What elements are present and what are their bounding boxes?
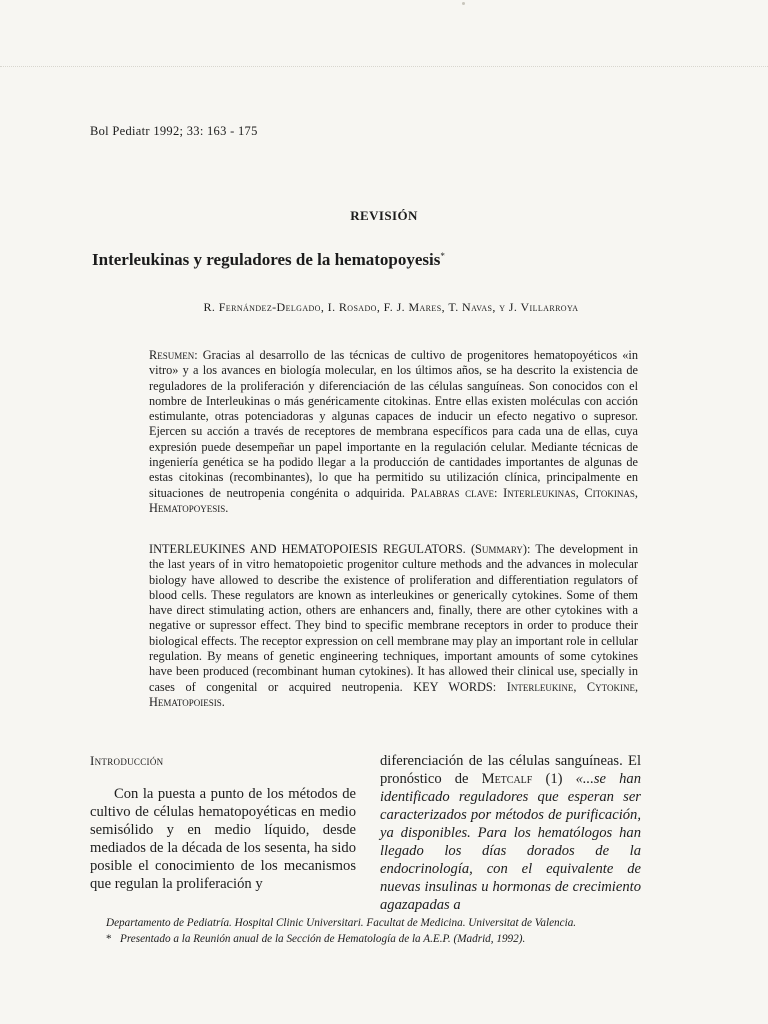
author-list: R. Fernández-Delgado, I. Rosado, F. J. Mares, T. Navas, y J. Villarroya [203,300,579,314]
body-text: diferenciación de las células sanguíneas. El pronóstico de [380,753,641,787]
scan-artifact-line [0,66,768,67]
author: T. Navas [448,300,493,314]
article-title [92,250,445,270]
abstract-text: The development in the last years of in vitro hematopoietic progenitor culture methods and the advances in molecular biology have allowed to describe the existence of proliferation and differentiation regulators of blood cells. These regulators are known as interleukines or generically cytokines. Some of them have direct stimulating action, others are enhancers and, finally, there are other cytokines with a negative or supressor effect. They bind to specific membrane receptors in order to produce their biological effects. The receptor expression on cell membrane may play an important role in cellular regulation. By means of genetic engineering techniques, important amounts of some cytokines have been produced (recombinant human cytokines). It has allowed their clinical use, specially in cases of congenital or acquired neutropenia. [149,542,638,694]
affiliation-note: Departamento de Pediatría. Hospital Clinic Universitari. Facultat de Medicina. Universitat de Valencia. [106,917,577,929]
footnote-mark: * [106,932,112,945]
footnotes [106,916,666,947]
author: F. J. Mares [383,300,442,314]
abstract-text: Gracias al desarrollo de las técnicas de cultivo de progenitores hematopoyéticos «in vitro» y a los avances en biología molecular, en los últimos años, se ha descrito la existencia de reguladores de la proliferación y diferenciación de las células sanguíneas. Son conocidos con el nombre de Interleukinas o más genéricamente citokinas. Entre ellas existen moléculas con acción estimulante, otras potenciadoras y algunas capaces de inducir un efecto negativo o supresor. Ejercen su acción a través de receptores de membrana específicos para cada una de ellas, cuya expresión puede desempeñar un papel importante en la regulación celular. Mediante técnicas de ingeniería genética se ha podido llegar a la producción de cantidades importantes de algunas de estas citokinas (recombinantes), lo que ha permitido su utilización clínica, principalmente en situaciones de neutropenia congénita o adquirida. [149,348,638,500]
abstract-english [149,542,638,710]
keywords: Interleukinas, Citokinas, Hematopoyesis. [149,485,638,515]
presented-note-text: Presentado a la Reunión anual de la Sección de Hematología de la A.E.P. (Madrid, 1992). [120,932,526,945]
author: y J. Villarroya [499,300,579,314]
section-heading: Introducción [90,753,164,768]
keywords-label: KEY WORDS: [413,679,497,694]
abstract-title: INTERLEUKINES AND HEMATOPOIESIS REGULATORS. [149,542,466,556]
keywords-label: Palabras clave: [410,485,498,500]
presented-note [106,932,666,948]
abstract-spanish [149,348,638,516]
article-title-text: Interleukinas y reguladores de la hematopoyesis [92,250,441,269]
citation-ref: (1) [545,771,563,787]
body-column-right [380,752,641,914]
body-paragraph: Con la puesta a punto de los métodos de cultivo de células hematopoyéticas en medio semisólido y en medio líquido, desde mediados de la década de los sesenta, ha sido posible el conocimiento de los mecanismos que regulan la proliferación y [90,786,356,892]
journal-reference: Bol Pediatr 1992; 33: 163 - 175 [90,124,258,138]
keywords: Interleukine, Cytokine, Hematopoiesis. [149,679,639,709]
author: R. Fernández-Delgado [203,300,321,314]
abstract-label: Resumen: [149,348,198,362]
abstract-label: (Summary): [470,542,531,556]
section-label: REVISIÓN [350,208,418,223]
body-column-left [90,752,356,893]
cited-author: Metcalf [481,771,533,787]
quoted-text: «...se han identificado reguladores que esperan ser caracterizados por métodos de purificación, ya disponibles. Para los hematólogos han llegado los días dorados de la endocrinología, con el equivalente de nuevas insulinas u hormonas de crecimiento agazapadas a [380,771,641,913]
title-footnote-mark: * [440,251,445,261]
scan-artifact-dot [462,2,465,5]
author: I. Rosado [327,300,377,314]
